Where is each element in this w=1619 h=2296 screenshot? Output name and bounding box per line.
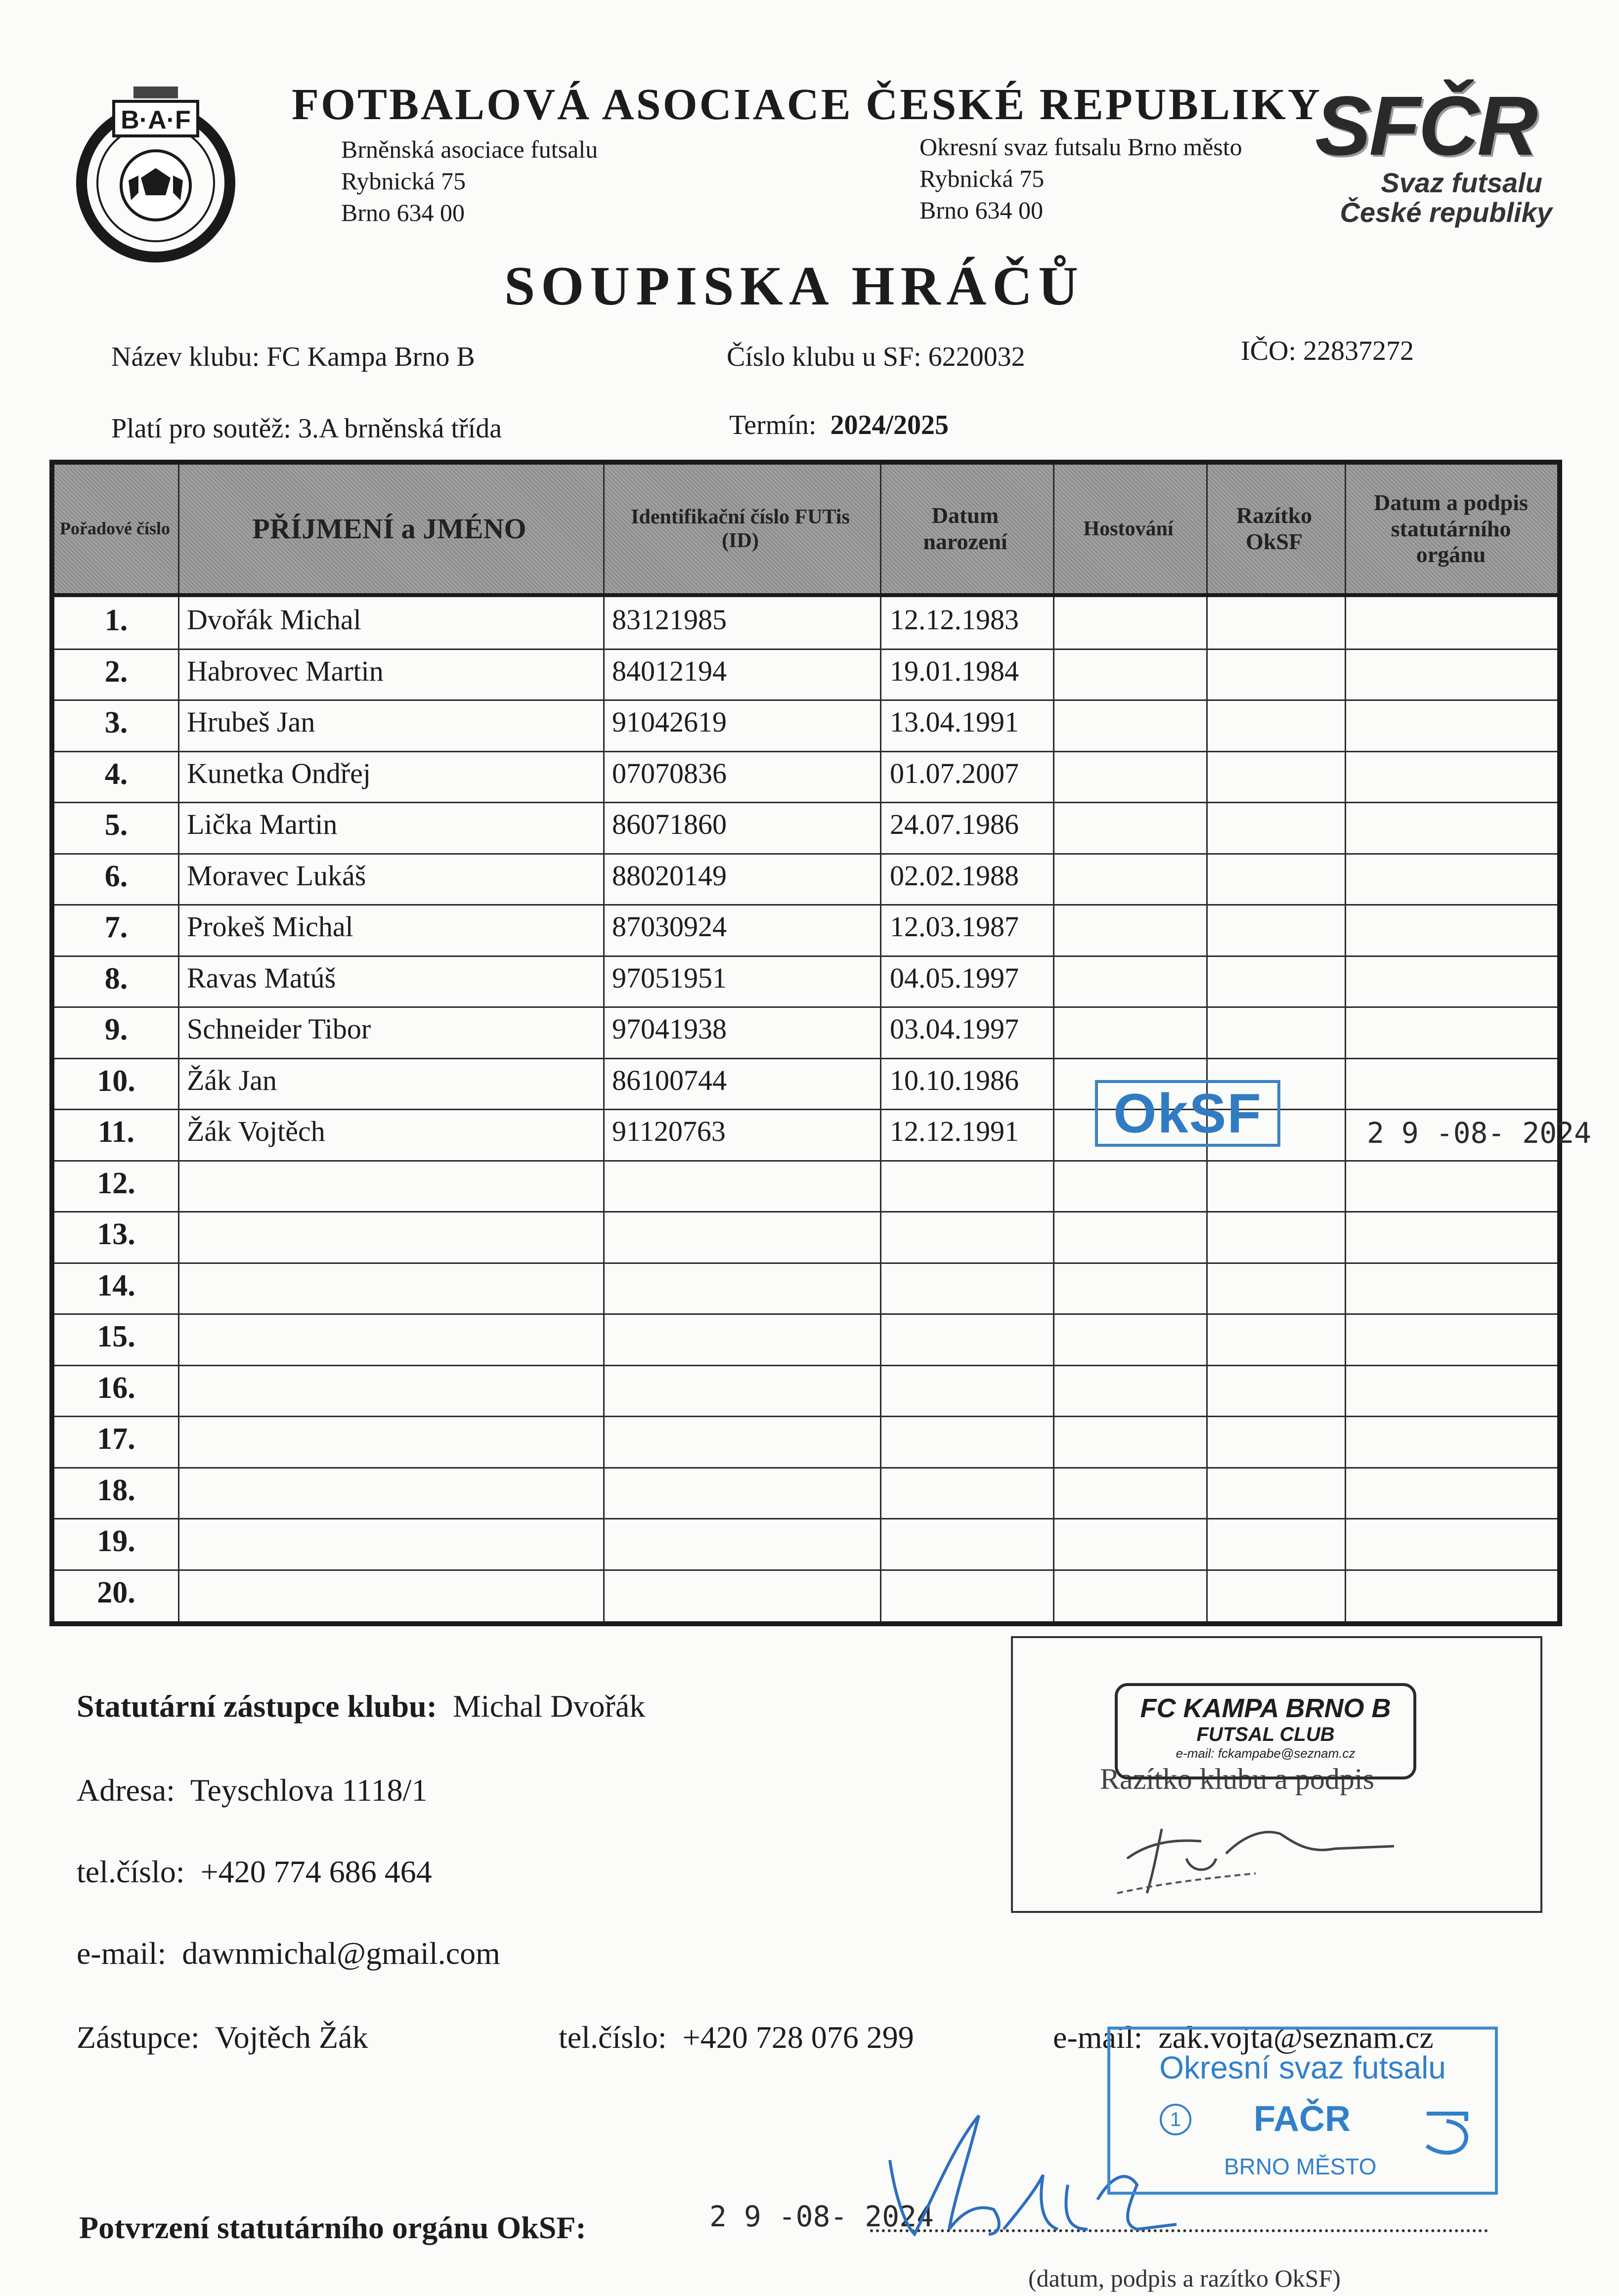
row-number: 7. [104, 910, 128, 944]
player-name: Žák Jan [187, 1064, 277, 1096]
player-name: Dvořák Michal [187, 604, 361, 636]
phone-value: +420 774 686 464 [200, 1854, 432, 1889]
table-row [54, 1006, 1557, 1058]
ico-label: IČO: [1241, 336, 1296, 366]
table-row [54, 802, 1557, 853]
row-number: 3. [104, 706, 128, 739]
table-row [54, 1313, 1557, 1365]
row-number: 13. [97, 1217, 135, 1251]
table-row [54, 1569, 1557, 1621]
email-value: dawnmichal@gmail.com [182, 1936, 500, 1971]
confirmation-caption: (datum, podpis a razítko OkSF) [1028, 2264, 1341, 2292]
sfcr-logo-line2: České republiky [1340, 197, 1552, 228]
row-number: 10. [97, 1064, 135, 1098]
club-number-field [727, 341, 1025, 373]
player-id: 86071860 [612, 808, 727, 840]
table-row [54, 904, 1557, 955]
deputy-label: Zástupce: [77, 2020, 200, 2055]
table-row [54, 1211, 1557, 1262]
player-name: Schneider Tibor [187, 1013, 371, 1045]
row-number: 11. [97, 1115, 135, 1149]
player-birth-date: 12.03.1987 [890, 910, 1019, 943]
table-row [54, 649, 1557, 700]
sfcr-logo [1315, 79, 1557, 237]
player-birth-date: 01.07.2007 [890, 757, 1019, 789]
left-address-line: Brněnská asociace futsalu [341, 135, 598, 163]
row-number: 14. [97, 1268, 135, 1302]
header-birth: Datum narození [923, 503, 1007, 554]
player-id: 97051951 [612, 961, 727, 994]
player-id: 97041938 [612, 1013, 727, 1045]
table-row [54, 597, 1557, 649]
header-id: Identifikační číslo FUTis (ID) [631, 505, 850, 552]
sfcr-logo-main: SFČR [1315, 79, 1536, 173]
right-address-line: Okresní svaz futsalu Brno město [919, 133, 1242, 161]
deputy-phone-label: tel.číslo: [559, 2020, 667, 2055]
table-row [54, 1262, 1557, 1314]
okr-stamp-line3: BRNO MĚSTO [1224, 2154, 1377, 2179]
deputy-phone-value: +420 728 076 299 [682, 2020, 914, 2055]
player-birth-date: 24.07.1986 [890, 808, 1019, 840]
okr-stamp-line1: Okresní svaz futsalu [1159, 2050, 1446, 2085]
club-stamp-line1: FC KAMPA BRNO B [1140, 1693, 1391, 1723]
address-label: Adresa: [77, 1773, 175, 1808]
confirmation-date: 2 9 -08- 2024 [709, 2200, 934, 2233]
right-address [919, 131, 1242, 226]
statutory-label: Statutární zástupce klubu [77, 1689, 427, 1724]
confirmation-label: Potvrzení statutárního orgánu OkSF: [79, 2210, 586, 2245]
address-value: Teyschlova 1118/1 [190, 1773, 428, 1808]
left-address [341, 133, 598, 228]
player-id: 88020149 [612, 859, 727, 892]
term-field [729, 409, 949, 441]
row-number: 4. [104, 757, 128, 791]
row-number: 9. [104, 1013, 128, 1046]
statutory-name: Michal Dvořák [453, 1689, 646, 1724]
table-row [54, 1467, 1557, 1518]
player-id: 83121985 [612, 604, 727, 636]
player-name: Habrovec Martin [187, 654, 384, 687]
player-id: 86100744 [612, 1064, 727, 1096]
player-birth-date: 02.02.1988 [890, 859, 1019, 892]
player-birth-date: 12.12.1983 [890, 604, 1019, 636]
sfcr-logo-line1: Svaz futsalu [1381, 167, 1542, 198]
player-birth-date: 03.04.1997 [890, 1013, 1019, 1045]
table-row [54, 853, 1557, 905]
header-name: PŘÍJMENÍ a JMÉNO [252, 512, 526, 545]
player-id: 84012194 [612, 654, 727, 687]
row-number: 20. [97, 1575, 135, 1609]
address-field [77, 1772, 427, 1809]
competition-field [111, 413, 502, 444]
deputy-email-label: e-mail: [1053, 2020, 1143, 2055]
row-number: 8. [104, 961, 128, 996]
right-address-line: Rybnická 75 [919, 165, 1045, 192]
row-number: 18. [97, 1473, 135, 1507]
player-table [49, 460, 1562, 1626]
baf-logo [74, 82, 237, 274]
player-birth-date: 12.12.1991 [890, 1115, 1019, 1147]
okr-stamp [1107, 2027, 1498, 2195]
header-order: Pořadové číslo [60, 519, 170, 539]
player-birth-date: 13.04.1991 [890, 706, 1019, 738]
okr-stamp-number: 1 [1160, 2104, 1191, 2135]
term-value: 2024/2025 [830, 410, 949, 440]
player-id: 07070836 [612, 757, 727, 789]
club-stamp [1115, 1683, 1416, 1779]
table-row [54, 1365, 1557, 1416]
table-row [54, 955, 1557, 1007]
okr-stamp-line2: FAČR [1254, 2099, 1351, 2139]
competition-value: 3.A brněnská třída [298, 413, 502, 444]
table-row [54, 1160, 1557, 1212]
player-id: 87030924 [612, 910, 727, 943]
player-id: 91042619 [612, 706, 727, 738]
club-name-value: FC Kampa Brno B [266, 342, 475, 372]
row-number: 5. [104, 808, 128, 842]
ico-value: 22837272 [1303, 336, 1414, 366]
club-name-label: Název klubu: [111, 342, 260, 372]
header-signature: Datum a podpis statutárního orgánu [1374, 489, 1528, 567]
left-address-line: Rybnická 75 [341, 167, 466, 195]
header-guest: Hostování [1083, 517, 1174, 540]
table-row [54, 699, 1557, 751]
player-birth-date: 19.01.1984 [890, 654, 1019, 687]
club-number-value: 6220032 [928, 342, 1025, 372]
competition-label: Platí pro soutěž: [111, 413, 291, 444]
table-row [54, 751, 1557, 802]
table-row [54, 1109, 1557, 1160]
player-birth-date: 04.05.1997 [890, 961, 1019, 994]
player-id: 91120763 [612, 1115, 726, 1147]
row-number: 17. [97, 1422, 135, 1456]
club-number-label: Číslo klubu u SF: [727, 342, 921, 372]
oksf-stamp: OkSF [1095, 1080, 1280, 1147]
player-birth-date: 10.10.1986 [890, 1064, 1019, 1096]
facr-logo-icon [1417, 2104, 1476, 2158]
phone-label: tel.číslo: [77, 1854, 185, 1889]
baf-logo-initials: B·A·F [121, 106, 191, 134]
club-box-label: Razítko klubu a podpis [1100, 1763, 1374, 1795]
player-name: Moravec Lukáš [187, 859, 366, 892]
email-field [77, 1935, 500, 1972]
email-label: e-mail: [77, 1936, 167, 1971]
deputy-name: Vojtěch Žák [215, 2020, 368, 2055]
org-title: FOTBALOVÁ ASOCIACE ČESKÉ REPUBLIKY [292, 80, 1322, 129]
row-number: 15. [97, 1320, 135, 1353]
player-name: Prokeš Michal [187, 910, 353, 943]
club-stamp-line2: FUTSAL CLUB [1196, 1724, 1335, 1745]
document-title: SOUPISKA HRÁČŮ [504, 256, 1085, 317]
player-name: Kunetka Ondřej [187, 757, 371, 789]
deputy-field [77, 2019, 368, 2056]
deputy-phone-field [559, 2019, 914, 2056]
header-stamp: Razítko OkSF [1236, 503, 1313, 554]
row-number: 12. [97, 1166, 135, 1200]
club-name-field [111, 341, 475, 373]
table-header-rule [54, 593, 1557, 597]
row-number: 2. [104, 654, 128, 689]
player-name: Hrubeš Jan [187, 706, 315, 738]
row-number: 19. [97, 1524, 135, 1558]
phone-field [77, 1854, 432, 1890]
player-name: Žák Vojtěch [187, 1115, 325, 1147]
table-row [54, 1518, 1557, 1569]
term-label: Termín: [729, 410, 817, 440]
club-signature [1088, 1799, 1409, 1908]
left-address-line: Brno 634 00 [341, 199, 465, 226]
table-date-stamp: 2 9 -08- 2024 [1367, 1116, 1591, 1150]
ico-field [1241, 335, 1414, 367]
player-name: Lička Martin [187, 808, 338, 840]
table-row [54, 1058, 1557, 1109]
club-stamp-line3: e-mail: fckampabe@seznam.cz [1176, 1746, 1356, 1761]
row-number: 1. [104, 604, 128, 637]
deputy-email-value: zak.vojta@seznam.cz [1158, 2020, 1434, 2055]
right-address-line: Brno 634 00 [919, 196, 1043, 224]
row-number: 6. [104, 859, 128, 893]
player-name: Ravas Matúš [187, 961, 336, 994]
row-number: 16. [97, 1371, 135, 1405]
statutory-field: Statutární zástupce klubu: Michal Dvořák [77, 1689, 646, 1724]
table-row [54, 1416, 1557, 1467]
